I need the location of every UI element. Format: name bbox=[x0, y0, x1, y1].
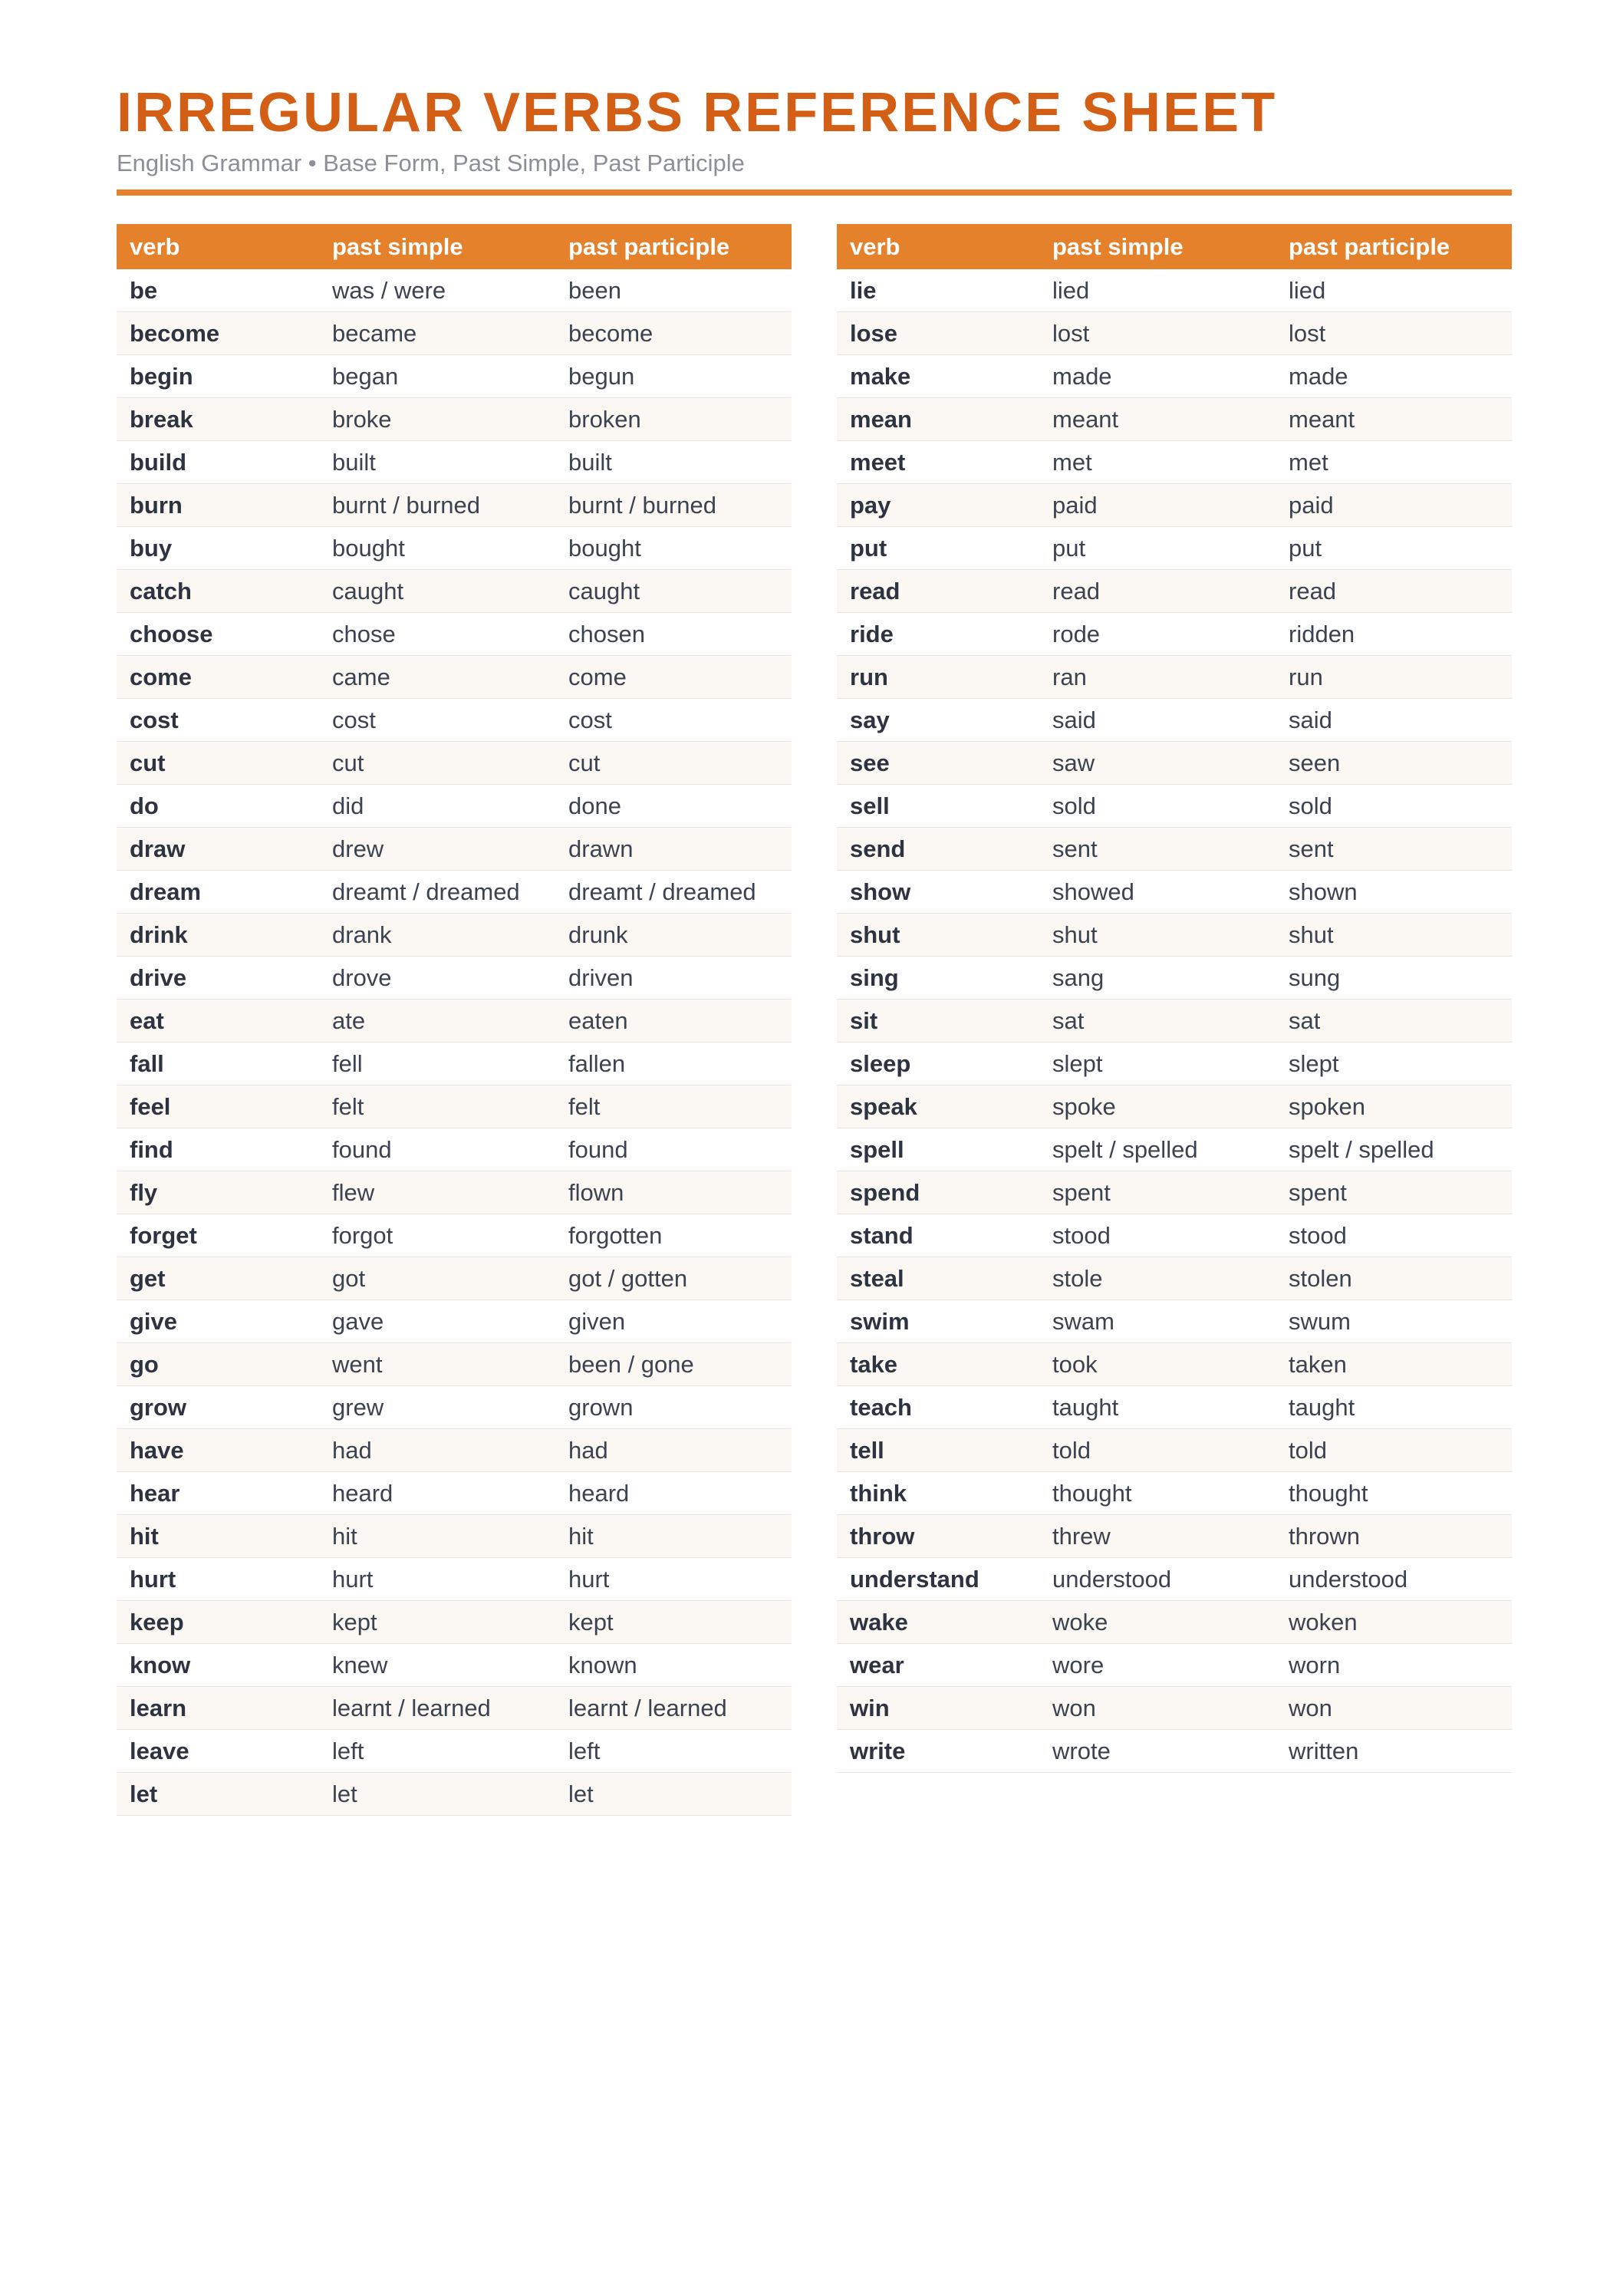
verb-past-participle: put bbox=[1276, 527, 1512, 570]
table-row bbox=[837, 1558, 1512, 1601]
verb-past-simple: met bbox=[1039, 441, 1276, 484]
verb-past-simple: burnt / burned bbox=[319, 484, 555, 527]
verb-past-participle: hit bbox=[555, 1515, 792, 1558]
verb-past-participle: shown bbox=[1276, 871, 1512, 914]
table-row bbox=[117, 1429, 792, 1472]
verb-base-form: sleep bbox=[837, 1043, 1039, 1085]
table-row bbox=[117, 527, 792, 570]
verb-past-participle: made bbox=[1276, 355, 1512, 398]
table-row bbox=[837, 484, 1512, 527]
table-header-row bbox=[837, 224, 1512, 269]
page-title: IRREGULAR VERBS REFERENCE SHEET bbox=[117, 82, 1278, 143]
verb-base-form: take bbox=[837, 1343, 1039, 1386]
verb-base-form: pay bbox=[837, 484, 1039, 527]
verb-past-participle: heard bbox=[555, 1472, 792, 1515]
verb-base-form: say bbox=[837, 699, 1039, 742]
table-row bbox=[837, 1601, 1512, 1644]
verb-past-simple: drank bbox=[319, 914, 555, 957]
verb-past-participle: left bbox=[555, 1730, 792, 1773]
table-row bbox=[837, 785, 1512, 828]
verb-past-participle: been bbox=[555, 269, 792, 312]
table-row bbox=[117, 1601, 792, 1644]
verb-past-participle: forgotten bbox=[555, 1214, 792, 1257]
verb-base-form: have bbox=[117, 1429, 319, 1472]
verb-past-simple: saw bbox=[1039, 742, 1276, 785]
verb-base-form: wake bbox=[837, 1601, 1039, 1644]
verb-base-form: spell bbox=[837, 1128, 1039, 1171]
verb-past-simple: hit bbox=[319, 1515, 555, 1558]
verb-past-simple: chose bbox=[319, 613, 555, 656]
verb-base-form: hurt bbox=[117, 1558, 319, 1601]
verb-past-simple: read bbox=[1039, 570, 1276, 613]
verb-past-simple: forgot bbox=[319, 1214, 555, 1257]
table-row bbox=[117, 1730, 792, 1773]
verb-past-participle: run bbox=[1276, 656, 1512, 699]
verb-past-simple: said bbox=[1039, 699, 1276, 742]
verb-past-simple: drew bbox=[319, 828, 555, 871]
verb-past-simple: stood bbox=[1039, 1214, 1276, 1257]
verb-past-simple: swam bbox=[1039, 1300, 1276, 1343]
verb-past-simple: flew bbox=[319, 1171, 555, 1214]
verb-base-form: give bbox=[117, 1300, 319, 1343]
verb-past-participle: spelt / spelled bbox=[1276, 1128, 1512, 1171]
table-row bbox=[837, 1085, 1512, 1128]
header-divider bbox=[117, 189, 1512, 196]
verb-past-simple: lied bbox=[1039, 269, 1276, 312]
table-row bbox=[117, 441, 792, 484]
verb-past-participle: written bbox=[1276, 1730, 1512, 1773]
verb-base-form: fly bbox=[117, 1171, 319, 1214]
table-row bbox=[837, 699, 1512, 742]
table-row bbox=[117, 1171, 792, 1214]
table-row bbox=[117, 312, 792, 355]
verb-past-simple: ran bbox=[1039, 656, 1276, 699]
verb-base-form: break bbox=[117, 398, 319, 441]
verb-base-form: meet bbox=[837, 441, 1039, 484]
verb-past-participle: woken bbox=[1276, 1601, 1512, 1644]
verb-past-simple: cut bbox=[319, 742, 555, 785]
table-row bbox=[837, 398, 1512, 441]
verb-past-simple: knew bbox=[319, 1644, 555, 1687]
verb-past-participle: ridden bbox=[1276, 613, 1512, 656]
verb-past-participle: kept bbox=[555, 1601, 792, 1644]
verb-past-participle: thrown bbox=[1276, 1515, 1512, 1558]
table-row bbox=[117, 1214, 792, 1257]
verb-base-form: see bbox=[837, 742, 1039, 785]
verb-past-participle: paid bbox=[1276, 484, 1512, 527]
table-row bbox=[117, 785, 792, 828]
table-row bbox=[117, 269, 792, 312]
verb-past-participle: meant bbox=[1276, 398, 1512, 441]
table-row bbox=[117, 1386, 792, 1429]
table-row bbox=[117, 1687, 792, 1730]
verb-past-participle: sung bbox=[1276, 957, 1512, 1000]
verb-base-form: wear bbox=[837, 1644, 1039, 1687]
verb-base-form: feel bbox=[117, 1085, 319, 1128]
verb-past-simple: slept bbox=[1039, 1043, 1276, 1085]
verb-base-form: mean bbox=[837, 398, 1039, 441]
column-header-past-simple: past simple bbox=[1039, 224, 1276, 269]
verb-base-form: think bbox=[837, 1472, 1039, 1515]
verb-past-participle: said bbox=[1276, 699, 1512, 742]
verb-past-simple: lost bbox=[1039, 312, 1276, 355]
verb-base-form: keep bbox=[117, 1601, 319, 1644]
verb-past-simple: showed bbox=[1039, 871, 1276, 914]
table-row bbox=[837, 1128, 1512, 1171]
verb-base-form: buy bbox=[117, 527, 319, 570]
verb-past-participle: become bbox=[555, 312, 792, 355]
verb-base-form: shut bbox=[837, 914, 1039, 957]
verb-past-simple: broke bbox=[319, 398, 555, 441]
table-row bbox=[837, 1171, 1512, 1214]
verb-past-simple: grew bbox=[319, 1386, 555, 1429]
verb-base-form: lie bbox=[837, 269, 1039, 312]
table-row bbox=[837, 1515, 1512, 1558]
verb-past-participle: fallen bbox=[555, 1043, 792, 1085]
table-row bbox=[837, 1386, 1512, 1429]
table-row bbox=[117, 1472, 792, 1515]
verb-past-simple: shut bbox=[1039, 914, 1276, 957]
verb-base-form: run bbox=[837, 656, 1039, 699]
verb-past-simple: hurt bbox=[319, 1558, 555, 1601]
verb-past-simple: ate bbox=[319, 1000, 555, 1043]
verb-past-simple: got bbox=[319, 1257, 555, 1300]
verb-past-participle: been / gone bbox=[555, 1343, 792, 1386]
verb-past-participle: spoken bbox=[1276, 1085, 1512, 1128]
verb-base-form: grow bbox=[117, 1386, 319, 1429]
verb-past-participle: driven bbox=[555, 957, 792, 1000]
table-row bbox=[837, 828, 1512, 871]
table-row bbox=[837, 914, 1512, 957]
verb-past-simple: drove bbox=[319, 957, 555, 1000]
column-header-past-simple: past simple bbox=[319, 224, 555, 269]
table-row bbox=[117, 914, 792, 957]
verb-base-form: drink bbox=[117, 914, 319, 957]
verb-past-participle: flown bbox=[555, 1171, 792, 1214]
table-row bbox=[837, 312, 1512, 355]
verb-past-simple: threw bbox=[1039, 1515, 1276, 1558]
verb-base-form: spend bbox=[837, 1171, 1039, 1214]
verb-base-form: cut bbox=[117, 742, 319, 785]
verb-past-simple: spelt / spelled bbox=[1039, 1128, 1276, 1171]
table-row bbox=[117, 1000, 792, 1043]
table-row bbox=[837, 441, 1512, 484]
verb-past-participle: cost bbox=[555, 699, 792, 742]
verb-past-simple: sat bbox=[1039, 1000, 1276, 1043]
verb-base-form: forget bbox=[117, 1214, 319, 1257]
verb-base-form: dream bbox=[117, 871, 319, 914]
verb-past-simple: rode bbox=[1039, 613, 1276, 656]
verb-table-right bbox=[837, 224, 1512, 1773]
table-row bbox=[117, 1128, 792, 1171]
verb-past-participle: drawn bbox=[555, 828, 792, 871]
table-row bbox=[837, 1214, 1512, 1257]
verb-past-participle: sold bbox=[1276, 785, 1512, 828]
table-row bbox=[117, 1085, 792, 1128]
verb-base-form: eat bbox=[117, 1000, 319, 1043]
verb-past-simple: began bbox=[319, 355, 555, 398]
verb-past-participle: slept bbox=[1276, 1043, 1512, 1085]
verb-base-form: show bbox=[837, 871, 1039, 914]
verb-past-participle: burnt / burned bbox=[555, 484, 792, 527]
verb-past-participle: worn bbox=[1276, 1644, 1512, 1687]
verb-past-participle: chosen bbox=[555, 613, 792, 656]
verb-past-participle: taken bbox=[1276, 1343, 1512, 1386]
verb-base-form: read bbox=[837, 570, 1039, 613]
table-row bbox=[837, 570, 1512, 613]
verb-base-form: cost bbox=[117, 699, 319, 742]
verb-past-participle: understood bbox=[1276, 1558, 1512, 1601]
verb-past-participle: got / gotten bbox=[555, 1257, 792, 1300]
table-row bbox=[837, 1730, 1512, 1773]
verb-base-form: sit bbox=[837, 1000, 1039, 1043]
verb-past-simple: bought bbox=[319, 527, 555, 570]
table-row bbox=[117, 1257, 792, 1300]
table-row bbox=[117, 570, 792, 613]
verb-base-form: put bbox=[837, 527, 1039, 570]
verb-past-participle: learnt / learned bbox=[555, 1687, 792, 1730]
verb-past-simple: heard bbox=[319, 1472, 555, 1515]
verb-past-simple: learnt / learned bbox=[319, 1687, 555, 1730]
table-row bbox=[837, 355, 1512, 398]
table-row bbox=[837, 613, 1512, 656]
verb-past-simple: won bbox=[1039, 1687, 1276, 1730]
table-row bbox=[117, 484, 792, 527]
verb-past-participle: shut bbox=[1276, 914, 1512, 957]
verb-past-simple: found bbox=[319, 1128, 555, 1171]
verb-past-participle: cut bbox=[555, 742, 792, 785]
verb-base-form: make bbox=[837, 355, 1039, 398]
verb-past-participle: swum bbox=[1276, 1300, 1512, 1343]
verb-past-participle: stood bbox=[1276, 1214, 1512, 1257]
verb-past-participle: lied bbox=[1276, 269, 1512, 312]
verb-past-simple: woke bbox=[1039, 1601, 1276, 1644]
verb-past-simple: felt bbox=[319, 1085, 555, 1128]
verb-past-participle: won bbox=[1276, 1687, 1512, 1730]
verb-past-simple: made bbox=[1039, 355, 1276, 398]
verb-base-form: steal bbox=[837, 1257, 1039, 1300]
table-header-row bbox=[117, 224, 792, 269]
verb-past-participle: drunk bbox=[555, 914, 792, 957]
verb-past-participle: thought bbox=[1276, 1472, 1512, 1515]
verb-base-form: come bbox=[117, 656, 319, 699]
verb-base-form: send bbox=[837, 828, 1039, 871]
verb-base-form: learn bbox=[117, 1687, 319, 1730]
verb-base-form: understand bbox=[837, 1558, 1039, 1601]
column-header-verb: verb bbox=[117, 224, 319, 269]
verb-table-left bbox=[117, 224, 792, 1816]
verb-past-simple: spent bbox=[1039, 1171, 1276, 1214]
verb-past-participle: told bbox=[1276, 1429, 1512, 1472]
verb-past-participle: spent bbox=[1276, 1171, 1512, 1214]
table-row bbox=[117, 957, 792, 1000]
table-row bbox=[837, 269, 1512, 312]
table-row bbox=[837, 1300, 1512, 1343]
verb-past-participle: eaten bbox=[555, 1000, 792, 1043]
verb-base-form: let bbox=[117, 1773, 319, 1816]
verb-past-simple: understood bbox=[1039, 1558, 1276, 1601]
table-row bbox=[117, 742, 792, 785]
verb-past-simple: left bbox=[319, 1730, 555, 1773]
verb-past-simple: caught bbox=[319, 570, 555, 613]
verb-past-participle: done bbox=[555, 785, 792, 828]
verb-base-form: drive bbox=[117, 957, 319, 1000]
verb-base-form: lose bbox=[837, 312, 1039, 355]
table-row bbox=[837, 527, 1512, 570]
verb-past-simple: had bbox=[319, 1429, 555, 1472]
table-row bbox=[837, 1000, 1512, 1043]
table-row bbox=[837, 871, 1512, 914]
verb-base-form: win bbox=[837, 1687, 1039, 1730]
verb-base-form: find bbox=[117, 1128, 319, 1171]
verb-past-participle: hurt bbox=[555, 1558, 792, 1601]
verb-past-simple: dreamt / dreamed bbox=[319, 871, 555, 914]
table-row bbox=[117, 1343, 792, 1386]
verb-base-form: tell bbox=[837, 1429, 1039, 1472]
verb-base-form: ride bbox=[837, 613, 1039, 656]
verb-base-form: throw bbox=[837, 1515, 1039, 1558]
verb-past-participle: bought bbox=[555, 527, 792, 570]
verb-past-simple: did bbox=[319, 785, 555, 828]
table-row bbox=[117, 656, 792, 699]
verb-past-simple: told bbox=[1039, 1429, 1276, 1472]
verb-base-form: begin bbox=[117, 355, 319, 398]
table-row bbox=[837, 1472, 1512, 1515]
verb-base-form: burn bbox=[117, 484, 319, 527]
table-row bbox=[117, 871, 792, 914]
verb-past-participle: broken bbox=[555, 398, 792, 441]
verb-base-form: be bbox=[117, 269, 319, 312]
verb-base-form: choose bbox=[117, 613, 319, 656]
verb-base-form: hit bbox=[117, 1515, 319, 1558]
column-header-past-participle: past participle bbox=[555, 224, 792, 269]
verb-base-form: know bbox=[117, 1644, 319, 1687]
verb-past-simple: sang bbox=[1039, 957, 1276, 1000]
verb-past-participle: lost bbox=[1276, 312, 1512, 355]
verb-past-simple: kept bbox=[319, 1601, 555, 1644]
verb-past-participle: come bbox=[555, 656, 792, 699]
table-row bbox=[837, 1429, 1512, 1472]
page-subtitle: English Grammar • Base Form, Past Simple, Past Participle bbox=[117, 150, 745, 176]
verb-base-form: build bbox=[117, 441, 319, 484]
table-row bbox=[117, 1043, 792, 1085]
table-row bbox=[837, 656, 1512, 699]
verb-past-simple: paid bbox=[1039, 484, 1276, 527]
table-row bbox=[117, 828, 792, 871]
verb-past-simple: meant bbox=[1039, 398, 1276, 441]
verb-past-participle: begun bbox=[555, 355, 792, 398]
verb-past-simple: fell bbox=[319, 1043, 555, 1085]
verb-base-form: write bbox=[837, 1730, 1039, 1773]
table-row bbox=[117, 1644, 792, 1687]
table-row bbox=[117, 1773, 792, 1816]
verb-past-participle: built bbox=[555, 441, 792, 484]
verb-base-form: sell bbox=[837, 785, 1039, 828]
table-row bbox=[837, 1343, 1512, 1386]
table-row bbox=[837, 1644, 1512, 1687]
table-row bbox=[117, 355, 792, 398]
verb-past-simple: stole bbox=[1039, 1257, 1276, 1300]
column-header-verb: verb bbox=[837, 224, 1039, 269]
verb-past-participle: given bbox=[555, 1300, 792, 1343]
verb-past-simple: wrote bbox=[1039, 1730, 1276, 1773]
table-row bbox=[117, 1300, 792, 1343]
verb-base-form: draw bbox=[117, 828, 319, 871]
verb-past-participle: found bbox=[555, 1128, 792, 1171]
table-row bbox=[837, 742, 1512, 785]
verb-past-simple: sent bbox=[1039, 828, 1276, 871]
verb-base-form: catch bbox=[117, 570, 319, 613]
table-row bbox=[837, 1043, 1512, 1085]
verb-base-form: leave bbox=[117, 1730, 319, 1773]
verb-base-form: fall bbox=[117, 1043, 319, 1085]
verb-past-participle: sent bbox=[1276, 828, 1512, 871]
verb-past-participle: taught bbox=[1276, 1386, 1512, 1429]
verb-past-simple: sold bbox=[1039, 785, 1276, 828]
verb-past-simple: taught bbox=[1039, 1386, 1276, 1429]
verb-past-participle: felt bbox=[555, 1085, 792, 1128]
verb-past-participle: read bbox=[1276, 570, 1512, 613]
verb-past-participle: seen bbox=[1276, 742, 1512, 785]
verb-past-participle: had bbox=[555, 1429, 792, 1472]
verb-past-participle: caught bbox=[555, 570, 792, 613]
verb-past-simple: thought bbox=[1039, 1472, 1276, 1515]
verb-past-simple: wore bbox=[1039, 1644, 1276, 1687]
verb-past-participle: known bbox=[555, 1644, 792, 1687]
verb-past-simple: put bbox=[1039, 527, 1276, 570]
verb-past-simple: built bbox=[319, 441, 555, 484]
verb-past-simple: became bbox=[319, 312, 555, 355]
verb-past-participle: dreamt / dreamed bbox=[555, 871, 792, 914]
column-header-past-participle: past participle bbox=[1276, 224, 1512, 269]
table-row bbox=[117, 1558, 792, 1601]
verb-past-participle: stolen bbox=[1276, 1257, 1512, 1300]
verb-past-simple: took bbox=[1039, 1343, 1276, 1386]
verb-past-simple: cost bbox=[319, 699, 555, 742]
table-row bbox=[117, 398, 792, 441]
verb-past-simple: let bbox=[319, 1773, 555, 1816]
verb-past-simple: came bbox=[319, 656, 555, 699]
verb-base-form: swim bbox=[837, 1300, 1039, 1343]
verb-base-form: go bbox=[117, 1343, 319, 1386]
verb-past-participle: grown bbox=[555, 1386, 792, 1429]
verb-base-form: speak bbox=[837, 1085, 1039, 1128]
table-row bbox=[117, 1515, 792, 1558]
verb-base-form: do bbox=[117, 785, 319, 828]
table-row bbox=[837, 1257, 1512, 1300]
table-row bbox=[837, 1687, 1512, 1730]
table-row bbox=[837, 957, 1512, 1000]
verb-past-simple: spoke bbox=[1039, 1085, 1276, 1128]
verb-base-form: get bbox=[117, 1257, 319, 1300]
table-row bbox=[117, 613, 792, 656]
verb-past-participle: sat bbox=[1276, 1000, 1512, 1043]
verb-base-form: teach bbox=[837, 1386, 1039, 1429]
verb-past-simple: was / were bbox=[319, 269, 555, 312]
verb-base-form: sing bbox=[837, 957, 1039, 1000]
verb-past-simple: gave bbox=[319, 1300, 555, 1343]
verb-past-participle: let bbox=[555, 1773, 792, 1816]
table-row bbox=[117, 699, 792, 742]
verb-base-form: hear bbox=[117, 1472, 319, 1515]
verb-past-participle: met bbox=[1276, 441, 1512, 484]
verb-past-simple: went bbox=[319, 1343, 555, 1386]
verb-base-form: stand bbox=[837, 1214, 1039, 1257]
verb-base-form: become bbox=[117, 312, 319, 355]
